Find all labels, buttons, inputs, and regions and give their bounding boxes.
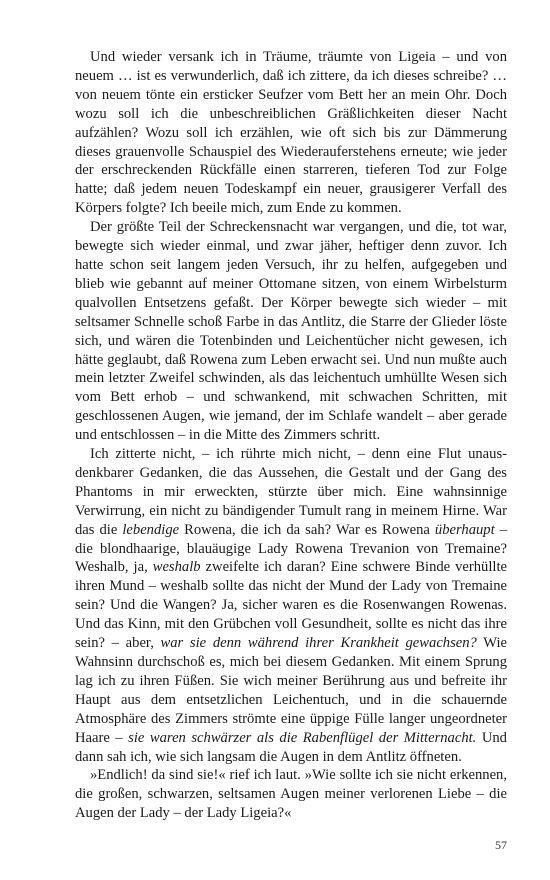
text-run: Rowena, die ich da sah? War es Rowena — [179, 521, 435, 538]
paragraph — [75, 218, 507, 445]
text-run: Ich zitterte nicht, – ich rührte mich nicht, – denn eine Flut unausdenkbarer Gedanken, die das Aussehen, die Gestalt und der Gang des Phantoms in mir erweckten, stürzte über mich. Eine wahnsinnige Verwirrung, ein nicht zu bändigender Tumult rang in meinem Hirne. War das die — [75, 446, 507, 538]
text-run: zweifelte ich daran? Eine schwere Binde verhüllte ihren Mund – weshalb sollte das nicht der Mund der Lady von Tremaine sein? Und die Wangen? Ja, sicher waren es die Rosenwangen Rowenas. Und das Kinn, mit den Grübchen voll Gesundheit, sollte es nicht das ihre sein? – aber, — [75, 559, 507, 652]
italic-text: lebendige — [122, 521, 180, 538]
italic-text: sie waren schwärzer als die Rabenflügel der Mitternacht. — [128, 729, 477, 746]
text-run: Und wieder versank ich in Träume, träumte von Ligeia – und von neuem … ist es verwunderlich, daß ich zittere, da ich dieses schreibe? … von neuem tönte ein ersticker Seufzer vom Bett her an mein Ohr. Doch wozu soll ich die unbeschreiblichen Gräßlichkeiten dieser Nacht aufzählen? Wozu soll ich erzählen, wie oft sich bis zur Dämmerung dieses grauenvolle Schauspiel des Wiederauferstehens erneute; wie jeder der erschreckenden Rückfälle einen starreren, tieferen Tod zur Folge hatte; daß jedem neuen Todeskampf ein neuer, grausigerer Verfall des Körpers folgte? Ich beeile mich, zum Ende zu kommen. — [75, 49, 507, 217]
text-run: Und dann sah ich, wie sich langsam die Augen in dem Antlitz öffneten. — [75, 729, 507, 765]
paragraph — [75, 445, 507, 766]
paragraph — [75, 766, 507, 823]
paragraph — [75, 48, 507, 218]
italic-text: war sie denn während ihrer Krankheit gewachsen? — [160, 635, 477, 652]
italic-text: überhaupt — [434, 521, 495, 538]
text-run: »Endlich! da sind sie!« rief ich laut. »Wie sollte ich sie nicht erkennen, die großen, schwarzen, seltsamen Augen meiner verlorenen Liebe – die Augen der Lady – der Lady Ligeia?« — [75, 767, 507, 822]
book-page-text — [75, 48, 507, 823]
text-run: – die blondhaarige, blauäugige Lady Rowena Trevanion von Tremaine? Weshalb, ja, — [75, 521, 507, 576]
italic-text: weshalb — [152, 559, 201, 576]
text-run: Wie Wahnsinn durchschoß es, mich bei diesem Gedanken. Mit einem Sprung lag ich zu ihren Füßen. Sie wich meiner Berührung aus und befreite ihr Haupt aus dem entsetzlichen Leichentuch, und in die schauernde Atmosphäre des Zimmers strömte eine üppige Fülle langer ungeordneter Haare – — [75, 635, 508, 746]
page-number: 57 — [495, 838, 507, 852]
text-run: Der größte Teil der Schreckensnacht war vergangen, und die, tot war, bewegte sich wieder einmal, und zwar jäher, heftiger denn zuvor. Ich hatte schon seit langem jeden Versuch, ihr zu helfen, aufgegeben und blieb wie gebannt auf meiner Ottomane sitzen, von einem Wirbelsturm qualvollen Entsetzens gefaßt. Der Körper bewegte sich wieder – mit seltsamer Schnelle schoß Farbe in das Antlitz, die Starre der Glieder löste sich, und wären die Totenbinden und Leichentücher nicht gewesen, ich hätte geglaubt, daß Rowena zum Leben erwacht sei. Und nun mußte auch mein letzter Zweifel schwinden, als das leichentuch umhüllte Wesen sich vom Bett erhob – und schwankend, mit schwachen Schritten, mit geschlossenen Augen, wie jemand, der im Schlafe wandelt – aber gerade und entschlossen – in die Mitte des Zimmers schritt. — [75, 219, 507, 444]
